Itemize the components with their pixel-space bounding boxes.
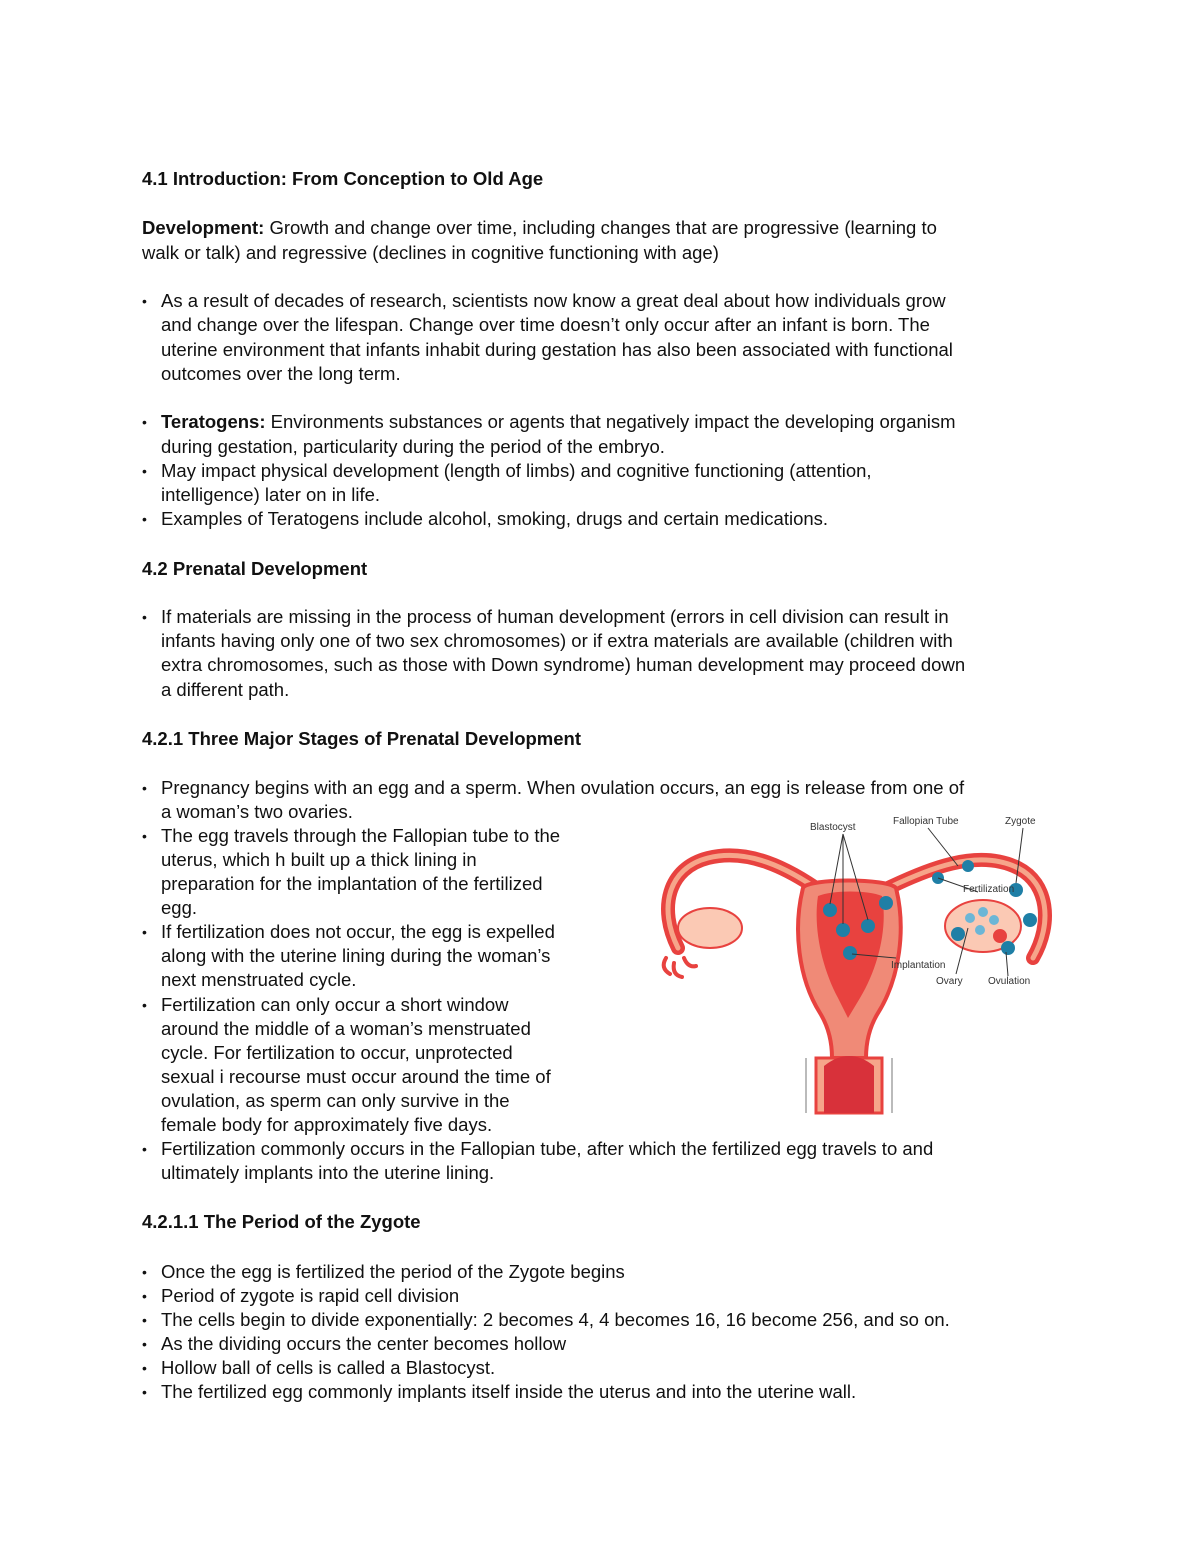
bullet-icon: • (142, 1264, 147, 1280)
bullet-icon: • (142, 924, 147, 940)
list-item: Fertilization can only occur a short window (161, 994, 509, 1015)
list-item: As a result of decades of research, scientists now know a great deal about how individuals grow (161, 290, 946, 311)
list-item-cont: egg. (161, 897, 198, 918)
list-item-cont: uterine environment that infants inhabit during gestation has also been associated with functional (161, 339, 953, 360)
list-item-cont: preparation for the implantation of the fertilized (161, 873, 543, 894)
list-item-cont: cycle. For fertilization to occur, unprotected (161, 1042, 513, 1063)
list-item: As the dividing occurs the center becomes hollow (161, 1333, 567, 1354)
list-item: If fertilization does not occur, the egg is expelled (161, 921, 555, 942)
list-item: Teratogens: Environments substances or agents that negatively impact the developing organism (161, 411, 956, 432)
label-zygote: Zygote (1005, 816, 1036, 827)
list-item-cont: ultimately implants into the uterine lining. (161, 1162, 495, 1183)
heading-4-2: 4.2 Prenatal Development (142, 558, 368, 579)
bullet-icon: • (142, 780, 147, 796)
list-item: Examples of Teratogens include alcohol, smoking, drugs and certain medications. (161, 508, 829, 529)
list-item-cont: and change over the lifespan. Change over time doesn’t only occur after an infant is born. The (161, 314, 930, 335)
left-ovary (678, 908, 742, 948)
list-item-cont: extra chromosomes, such as those with Down syndrome) human development may proceed down (161, 654, 966, 675)
teratogens-term: Teratogens: (161, 411, 266, 432)
list-item-cont: ovulation, as sperm can only survive in the (161, 1090, 510, 1111)
list-item: Pregnancy begins with an egg and a sperm. When ovulation occurs, an egg is release from one of (161, 777, 965, 798)
list-item-cont: a different path. (161, 679, 290, 700)
bullet-icon: • (142, 1336, 147, 1352)
list-item-cont: sexual i recourse must occur around the time of (161, 1066, 551, 1087)
list-item: Once the egg is fertilized the period of the Zygote begins (161, 1261, 625, 1282)
list-item: Hollow ball of cells is called a Blastocyst. (161, 1357, 496, 1378)
list-item-cont: during gestation, particularity during the period of the embryo. (161, 436, 665, 457)
label-fertilization: Fertilization (963, 884, 1015, 895)
bullet-icon: • (142, 1312, 147, 1328)
label-ovary: Ovary (936, 976, 963, 987)
bullet-icon: • (142, 1141, 147, 1157)
heading-4-1: 4.1 Introduction: From Conception to Old Age (142, 168, 544, 189)
bullet-icon: • (142, 1288, 147, 1304)
list-item: Fertilization commonly occurs in the Fallopian tube, after which the fertilized egg travels to and (161, 1138, 934, 1159)
list-item-cont: a woman’s two ovaries. (161, 801, 353, 822)
list-item: Period of zygote is rapid cell division (161, 1285, 460, 1306)
list-item-cont: female body for approximately five days. (161, 1114, 493, 1135)
bullet-icon: • (142, 1384, 147, 1400)
list-item-cont: along with the uterine lining during the woman’s (161, 945, 551, 966)
list-item: The cells begin to divide exponentially: 2 becomes 4, 4 becomes 16, 16 become 256, and so on. (161, 1309, 950, 1330)
label-implantation: Implantation (891, 960, 946, 971)
bullet-icon: • (142, 463, 147, 479)
bullet-icon: • (142, 828, 147, 844)
list-item-cont: infants having only one of two sex chromosomes) or if extra materials are available (children with (161, 630, 953, 651)
list-item-cont: uterus, which h built up a thick lining in (161, 849, 477, 870)
uterus-diagram (638, 808, 1058, 1118)
bullet-icon: • (142, 414, 147, 430)
list-item-cont: next menstruated cycle. (161, 969, 357, 990)
bullet-icon: • (142, 293, 147, 309)
list-item-cont: outcomes over the long term. (161, 363, 401, 384)
label-fallopian-tube: Fallopian Tube (893, 816, 959, 827)
list-item: The fertilized egg commonly implants itself inside the uterus and into the uterine wall. (161, 1381, 857, 1402)
bullet-icon: • (142, 997, 147, 1013)
heading-4-2-1-1: 4.2.1.1 The Period of the Zygote (142, 1211, 421, 1232)
heading-4-2-1: 4.2.1 Three Major Stages of Prenatal Development (142, 728, 582, 749)
list-item: May impact physical development (length of limbs) and cognitive functioning (attention, (161, 460, 872, 481)
label-ovulation: Ovulation (988, 976, 1031, 987)
list-item-cont: intelligence) later on in life. (161, 484, 381, 505)
development-definition: Development: Growth and change over time, including changes that are progressive (learning to (142, 217, 937, 238)
development-definition-cont: walk or talk) and regressive (declines in cognitive functioning with age) (142, 242, 719, 263)
bullet-icon: • (142, 511, 147, 527)
bullet-icon: • (142, 609, 147, 625)
list-item: The egg travels through the Fallopian tube to the (161, 825, 561, 846)
list-item: If materials are missing in the process of human development (errors in cell division can result in (161, 606, 949, 627)
list-item-cont: around the middle of a woman’s menstruated (161, 1018, 531, 1039)
bullet-icon: • (142, 1360, 147, 1376)
development-term: Development: (142, 217, 265, 238)
label-blastocyst: Blastocyst (810, 822, 856, 833)
